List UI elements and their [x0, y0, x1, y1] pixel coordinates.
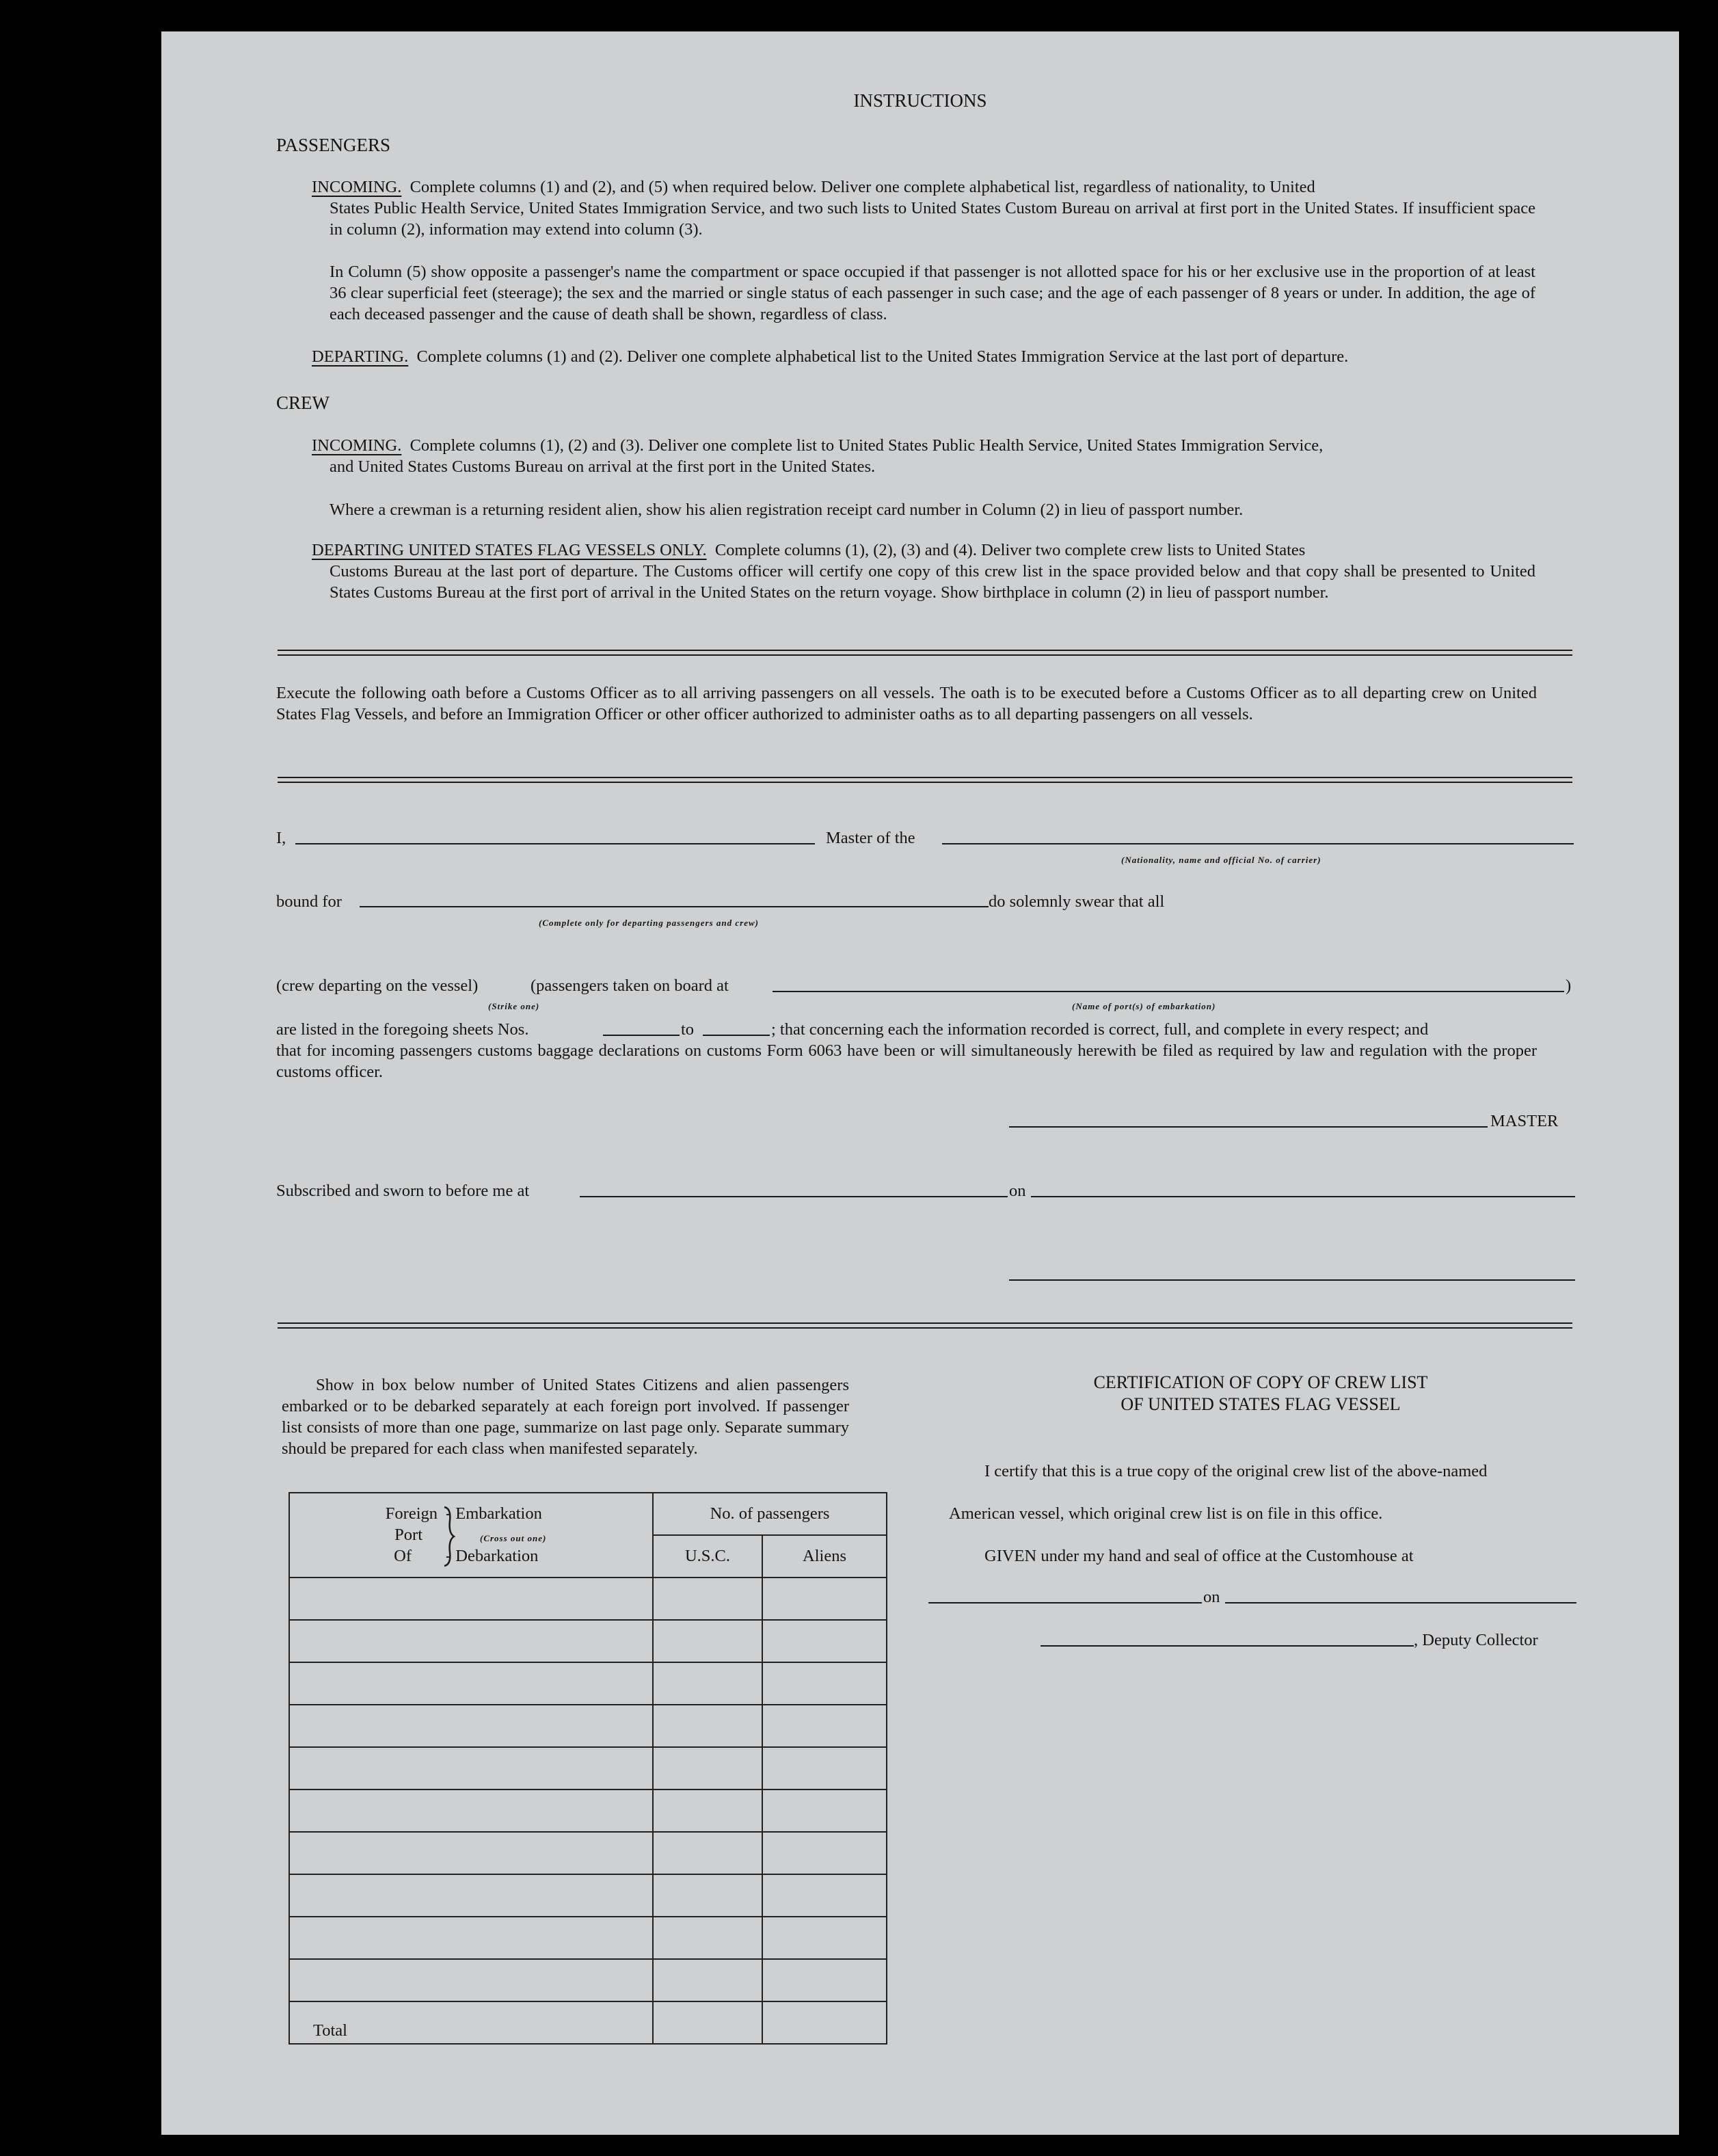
col-of: Of: [394, 1547, 412, 1565]
passengers-departing-paragraph: [312, 346, 1535, 367]
bound-for-label: bound for: [276, 892, 342, 911]
table-row: [289, 1620, 887, 1662]
table-row: [289, 1662, 887, 1705]
passengers-column5-paragraph: In Column (5) show opposite a passenger's name the compartment or space occupied if that passenger is not allotted space for his or her exclusive use in the proportion of at least 36 clear superficial feet (steerage); the sex and the married or single status of each passenger in such case; and the age of each passenger of 8 years or under. In addition, the age of each deceased passenger and the cause of death shall be shown, regardless of class.: [330, 263, 1535, 323]
usc-cell[interactable]: [653, 1620, 762, 1662]
table-row: [289, 1959, 887, 2001]
listed-rest2: that for incoming passengers customs baggage declarations on customs Form 6063 have been or will simultaneously herewith be filed as required by law and regulation with the proper customs officer.: [276, 1041, 1537, 1081]
passengers-incoming-line1: Complete columns (1) and (2), and (5) when required below. Deliver one complete alphabetical list, regardless of nationality, to United: [410, 178, 1315, 196]
table-row: [289, 1705, 887, 1747]
deputy-collector-label: , Deputy Collector: [1414, 1631, 1538, 1649]
crew-departing-rest: Customs Bureau at the last port of departure. The Customs officer will certify one copy of this crew list in the space provided below and that copy shall be presented to United States Customs Bureau at the first port of arrival in the United States on the return voyage. Show birthplace in column (2) in lieu of passport number.: [330, 562, 1535, 602]
customhouse-field[interactable]: [928, 1602, 1202, 1603]
certification-date-field[interactable]: [1225, 1602, 1576, 1603]
oath-instructions: Execute the following oath before a Customs Officer as to all arriving passengers on all vessels. The oath is to be executed before a Customs Officer as to all departing crew on United States Flag Vessels, and before an Immigration Officer or other officer authorized to administer oaths as to all departing passengers on all vessels.: [276, 684, 1537, 723]
form-page: [161, 31, 1679, 2135]
passengers-incoming-paragraph: [312, 176, 1535, 240]
usc-header: U.S.C.: [653, 1535, 762, 1578]
certification-line-2: American vessel, which original crew list is on file in this office.: [949, 1504, 1383, 1523]
passengers-departing-label: DEPARTING.: [312, 347, 409, 366]
listed-text: are listed in the foregoing sheets Nos.: [276, 1020, 529, 1039]
port-cell[interactable]: [289, 1662, 653, 1705]
embarkation-label: - Embarkation: [446, 1504, 542, 1523]
nationality-caption: (Nationality, name and official No. of carrier): [1121, 855, 1321, 865]
port-cell[interactable]: [289, 1959, 653, 2001]
table-row: [289, 1874, 887, 1917]
usc-cell[interactable]: [653, 1874, 762, 1917]
master-of-label: Master of the: [826, 829, 915, 847]
brace-icon: [443, 1506, 455, 1567]
usc-cell[interactable]: [653, 1917, 762, 1959]
given-label: GIVEN: [984, 1547, 1037, 1565]
aliens-cell[interactable]: [762, 1662, 887, 1705]
table-row: [289, 1832, 887, 1874]
aliens-header: Aliens: [762, 1535, 887, 1578]
debarkation-label: - Debarkation: [446, 1547, 539, 1565]
aliens-cell[interactable]: [762, 1705, 887, 1747]
given-rest: under my hand and seal of office at the Customhouse at: [1041, 1547, 1414, 1565]
deputy-signature-field[interactable]: [1041, 1645, 1414, 1647]
strike-caption: (Strike one): [488, 1001, 540, 1011]
passengers-incoming-rest: States Public Health Service, United States Immigration Service, and two such lists to United States Custom Bureau on arrival at first port in the United States. If insufficient space in column (2), information may extend into column (3).: [330, 199, 1535, 239]
oath-i-label: I,: [276, 829, 286, 847]
crew-resident-text: Where a crewman is a returning resident alien, show his alien registration receipt card number in Column (2) in lieu of passport number.: [330, 501, 1244, 519]
port-cell[interactable]: [289, 1747, 653, 1789]
listed-rest1: ; that concerning each the information recorded is correct, full, and complete in every respect; and: [771, 1020, 1429, 1039]
cross-out-caption: (Cross out one): [480, 1533, 547, 1543]
usc-cell[interactable]: [653, 1705, 762, 1747]
crew-incoming-label: INCOMING.: [312, 436, 402, 455]
vessel-name-field[interactable]: [942, 843, 1574, 844]
port-cell[interactable]: [289, 1917, 653, 1959]
total-label: Total: [289, 2001, 653, 2044]
usc-cell[interactable]: [653, 1662, 762, 1705]
solemnly-swear-text: do solemnly swear that all: [989, 892, 1165, 911]
aliens-total-cell[interactable]: [762, 2001, 887, 2044]
passengers-departing-text: Complete columns (1) and (2). Deliver one complete alphabetical list to the United States Immigration Service at the last port of departure.: [416, 347, 1349, 366]
crew-departing-option: (crew departing on the vessel): [276, 976, 479, 995]
passengers-count-header: No. of passengers: [653, 1493, 887, 1535]
table-row: [289, 1789, 887, 1832]
crew-departing-label: DEPARTING UNITED STATES FLAG VESSELS ONLY.: [312, 541, 707, 559]
crew-departing-line1: Complete columns (1), (2), (3) and (4). Deliver two complete crew lists to United States: [714, 541, 1306, 559]
page-title: INSTRUCTIONS: [853, 90, 987, 111]
crew-departing-paragraph: [312, 540, 1535, 603]
certification-given: [984, 1545, 1414, 1567]
total-row: [289, 2001, 887, 2044]
aliens-cell[interactable]: [762, 1789, 887, 1832]
certification-on-label: on: [1203, 1588, 1220, 1606]
usc-cell[interactable]: [653, 1747, 762, 1789]
certification-title-1: CERTIFICATION OF COPY OF CREW LIST: [1093, 1372, 1428, 1392]
passenger-summary-table: [288, 1492, 887, 2045]
divider: [278, 777, 1572, 783]
close-paren: ): [1566, 976, 1572, 995]
passengers-heading: PASSENGERS: [276, 135, 391, 155]
usc-cell[interactable]: [653, 1959, 762, 2001]
aliens-cell[interactable]: [762, 1620, 887, 1662]
divider: [278, 1322, 1572, 1329]
crew-incoming-paragraph: [312, 435, 1535, 477]
table-row: [289, 1747, 887, 1789]
port-cell[interactable]: [289, 1705, 653, 1747]
subscribed-on-label: on: [1009, 1182, 1026, 1200]
to-label: to: [681, 1020, 695, 1039]
aliens-cell[interactable]: [762, 1832, 887, 1874]
certification-title-2: OF UNITED STATES FLAG VESSEL: [1120, 1394, 1401, 1414]
col-foreign: Foreign: [385, 1504, 438, 1523]
crew-incoming-rest: and United States Customs Bureau on arrival at the first port in the United States.: [330, 457, 876, 476]
subscribed-place-field[interactable]: [580, 1196, 1008, 1197]
master-signature-field[interactable]: [1009, 1126, 1488, 1128]
aliens-cell[interactable]: [762, 1747, 887, 1789]
port-cell[interactable]: [289, 1789, 653, 1832]
crew-heading: CREW: [276, 392, 330, 413]
crew-incoming-line1: Complete columns (1), (2) and (3). Deliver one complete list to United States Public Health Service, United States Immigration Service,: [410, 436, 1324, 455]
passengers-incoming-label: INCOMING.: [312, 178, 402, 196]
aliens-cell[interactable]: [762, 1917, 887, 1959]
subscribed-label: Subscribed and sworn to before me at: [276, 1182, 530, 1200]
bound-caption: (Complete only for departing passengers and crew): [539, 918, 759, 928]
port-cell[interactable]: [289, 1874, 653, 1917]
bound-for-field[interactable]: [360, 906, 989, 907]
subscribed-date-field[interactable]: [1031, 1196, 1575, 1197]
foreign-port-header: [289, 1493, 653, 1578]
usc-cell[interactable]: [653, 1832, 762, 1874]
master-name-field[interactable]: [295, 843, 815, 844]
aliens-cell[interactable]: [762, 1578, 887, 1620]
passengers-taken-option: (passengers taken on board at: [531, 976, 729, 995]
table-row: [289, 1917, 887, 1959]
sheet-to-field[interactable]: [703, 1035, 770, 1036]
aliens-cell[interactable]: [762, 1874, 887, 1917]
embarkation-port-field[interactable]: [773, 991, 1564, 992]
aliens-cell[interactable]: [762, 1959, 887, 2001]
divider: [278, 650, 1572, 656]
summary-instructions: Show in box below number of United States Citizens and alien passengers embarked or to be debarked separately at each foreign port involved. If passenger list consists of more than one page, summarize on last page only. Separate summary should be prepared for each class when manifested separately.: [282, 1376, 849, 1458]
port-cell[interactable]: [289, 1832, 653, 1874]
sheet-from-field[interactable]: [603, 1035, 680, 1036]
col-port: Port: [394, 1526, 422, 1544]
officer-signature-field[interactable]: [1009, 1279, 1575, 1281]
usc-cell[interactable]: [653, 1578, 762, 1620]
master-label: MASTER: [1490, 1112, 1559, 1130]
usc-cell[interactable]: [653, 1789, 762, 1832]
usc-total-cell[interactable]: [653, 2001, 762, 2044]
table-row: [289, 1578, 887, 1620]
port-cell[interactable]: [289, 1578, 653, 1620]
port-cell[interactable]: [289, 1620, 653, 1662]
certification-line-1: I certify that this is a true copy of the original crew list of the above-named: [984, 1462, 1488, 1480]
port-caption: (Name of port(s) of embarkation): [1072, 1001, 1216, 1011]
